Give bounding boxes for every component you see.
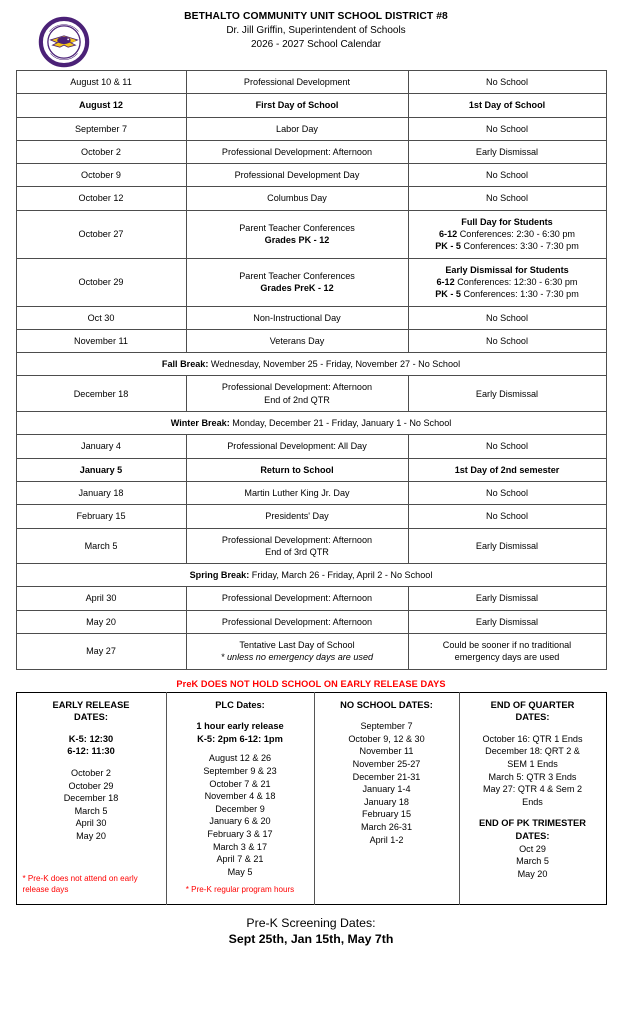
date-cell: December 18 (16, 376, 186, 412)
list-item: March 26-31 (360, 821, 413, 832)
date-cell: September 7 (16, 117, 186, 140)
early-release-head-1: EARLY RELEASE (52, 699, 130, 710)
date-cell: October 2 (16, 140, 186, 163)
note-cell: Early Dismissal for Students 6-12 Conferences: 12:30 - 6:30 pm PK - 5 Conferences: 1:30 - 7:30 pm (408, 258, 606, 306)
note-cell: No School (408, 505, 606, 528)
list-item: November 25-27 (352, 758, 421, 769)
list-item: October 9, 12 & 30 (348, 733, 425, 744)
end-of-quarter-list (464, 733, 602, 809)
table-row (16, 94, 606, 117)
description-cell: Presidents' Day (186, 505, 408, 528)
pk-trimester-list (464, 843, 602, 881)
list-item: May 5 (227, 866, 253, 877)
list-item: SEM 1 Ends (507, 758, 558, 769)
list-item: December 21-31 (352, 771, 421, 782)
note-cell: No School (408, 187, 606, 210)
list-item: April 7 & 21 (216, 854, 264, 865)
date-cell: October 9 (16, 164, 186, 187)
early-release-footnote: * Pre-K does not attend on early release days (22, 874, 138, 895)
note-cell: No School (408, 117, 606, 140)
list-item: May 20 (517, 868, 548, 879)
note-cell: Early Dismissal (408, 587, 606, 610)
list-item: October 29 (68, 780, 114, 791)
description-cell: Columbus Day (186, 187, 408, 210)
no-school-date-list (319, 720, 455, 846)
note-cell: No School (408, 164, 606, 187)
district-title: BETHALTO COMMUNITY UNIT SCHOOL DISTRICT #8 (184, 11, 448, 22)
description-cell: Professional Development: Afternoon End of 3rd QTR (186, 528, 408, 564)
note-cell: 1st Day of 2nd semester (408, 458, 606, 481)
early-release-time-612: 6-12: 11:30 (67, 746, 115, 757)
page-header (0, 0, 622, 62)
calendar-year: 2026 - 2027 School Calendar (250, 39, 382, 50)
description-cell: Parent Teacher Conferences Grades PreK - 12 (186, 258, 408, 306)
break-cell: Winter Break: Monday, December 21 - Friday, January 1 - No School (16, 412, 606, 435)
description-cell: First Day of School (186, 94, 408, 117)
list-item: January 6 & 20 (209, 816, 271, 827)
list-item: September 9 & 23 (203, 765, 277, 776)
note-cell: Full Day for Students 6-12 Conferences: 2:30 - 6:30 pm PK - 5 Conferences: 3:30 - 7:30 pm (408, 210, 606, 258)
date-cell: April 30 (16, 587, 186, 610)
district-logo (38, 16, 90, 68)
note-cell: No School (408, 481, 606, 504)
list-item: May 20 (76, 830, 106, 841)
early-release-head-2: DATES: (74, 712, 108, 723)
pk-trimester-head-2: DATES: (515, 830, 550, 841)
date-cell: Oct 30 (16, 306, 186, 329)
description-cell: Professional Development: Afternoon End of 2nd QTR (186, 376, 408, 412)
description-cell: Professional Development Day (186, 164, 408, 187)
list-item: April 30 (75, 818, 107, 829)
table-row (16, 610, 606, 633)
early-release-time-k5: K-5: 12:30 (68, 733, 114, 744)
plc-sub-2: K-5: 2pm 6-12: 1pm (197, 733, 283, 744)
prek-notice-banner: PreK DOES NOT HOLD SCHOOL ON EARLY RELEASE DAYS (176, 678, 446, 689)
eagle-seal-icon (38, 16, 90, 68)
list-item: October 7 & 21 (209, 778, 271, 789)
note-cell: No School (408, 329, 606, 352)
description-cell: Non-Instructional Day (186, 306, 408, 329)
early-release-date-list (21, 767, 162, 843)
summary-panel (16, 692, 607, 905)
end-of-quarter-head-1: END OF QUARTER (490, 699, 575, 710)
list-item: March 3 & 17 (212, 841, 268, 852)
description-cell: Professional Development: Afternoon (186, 610, 408, 633)
list-item: December 18: QRT 2 & (485, 746, 580, 757)
list-item: January 1-4 (362, 784, 411, 795)
list-item: January 18 (364, 796, 409, 807)
date-cell: February 15 (16, 505, 186, 528)
note-cell: Early Dismissal (408, 376, 606, 412)
date-cell: August 12 (16, 94, 186, 117)
plc-head: PLC Dates: (215, 699, 265, 710)
table-row (16, 164, 606, 187)
list-item: September 7 (360, 721, 413, 732)
table-row (16, 306, 606, 329)
table-row (16, 376, 606, 412)
date-cell: January 4 (16, 435, 186, 458)
date-cell: October 27 (16, 210, 186, 258)
list-item: August 12 & 26 (208, 753, 272, 764)
table-row (16, 117, 606, 140)
date-cell: May 27 (16, 634, 186, 670)
list-item: March 5: QTR 3 Ends (488, 771, 577, 782)
table-row (16, 187, 606, 210)
early-release-column (16, 692, 166, 904)
date-cell: January 18 (16, 481, 186, 504)
description-cell: Veterans Day (186, 329, 408, 352)
note-cell: Could be sooner if no traditional emergency days are used (408, 634, 606, 670)
plc-footnote: * Pre-K regular program hours (185, 885, 295, 895)
screening-dates: Sept 25th, Jan 15th, May 7th (228, 931, 394, 946)
table-row (16, 458, 606, 481)
description-cell: Return to School (186, 458, 408, 481)
list-item: March 5 (74, 805, 108, 816)
calendar-table-body (16, 71, 606, 670)
table-row (16, 587, 606, 610)
superintendent-name: Dr. Jill Griffin, Superintendent of Schools (226, 25, 406, 36)
note-cell: No School (408, 435, 606, 458)
note-cell: No School (408, 306, 606, 329)
description-cell: Tentative Last Day of School * unless no emergency days are used (186, 634, 408, 670)
table-row (16, 210, 606, 258)
plc-column (166, 692, 314, 904)
note-cell: No School (408, 71, 606, 94)
no-school-head: NO SCHOOL DATES: (340, 699, 433, 710)
description-cell: Professional Development: All Day (186, 435, 408, 458)
list-item: May 27: QTR 4 & Sem 2 (482, 784, 583, 795)
date-cell: March 5 (16, 528, 186, 564)
no-school-column (314, 692, 459, 904)
plc-sub-1: 1 hour early release (196, 721, 284, 732)
list-item: Oct 29 (519, 843, 546, 854)
screening-footer (16, 915, 606, 947)
list-item: February 3 & 17 (207, 828, 273, 839)
calendar-break-row (16, 564, 606, 587)
note-cell: Early Dismissal (408, 610, 606, 633)
table-row (16, 528, 606, 564)
pk-trimester-head-1: END OF PK TRIMESTER (479, 818, 586, 829)
note-cell: 1st Day of School (408, 94, 606, 117)
description-cell: Labor Day (186, 117, 408, 140)
description-cell: Professional Development: Afternoon (186, 140, 408, 163)
list-item: Ends (522, 796, 543, 807)
date-cell: October 29 (16, 258, 186, 306)
list-item: November 4 & 18 (204, 791, 276, 802)
table-row (16, 140, 606, 163)
calendar-table (16, 70, 607, 670)
description-cell: Professional Development (186, 71, 408, 94)
date-cell: May 20 (16, 610, 186, 633)
list-item: March 5 (516, 856, 549, 867)
calendar-break-row (16, 353, 606, 376)
list-item: December 18 (63, 793, 119, 804)
description-cell: Professional Development: Afternoon (186, 587, 408, 610)
table-row (16, 258, 606, 306)
table-row (16, 634, 606, 670)
calendar-break-row (16, 412, 606, 435)
date-cell: January 5 (16, 458, 186, 481)
note-cell: Early Dismissal (408, 140, 606, 163)
list-item: February 15 (361, 809, 412, 820)
end-of-quarter-column (459, 692, 606, 904)
table-row (16, 505, 606, 528)
note-cell: Early Dismissal (408, 528, 606, 564)
description-cell: Martin Luther King Jr. Day (186, 481, 408, 504)
break-cell: Spring Break: Friday, March 26 - Friday, April 2 - No School (16, 564, 606, 587)
table-row (16, 71, 606, 94)
list-item: October 16: QTR 1 Ends (482, 733, 583, 744)
table-row (16, 481, 606, 504)
list-item: October 2 (71, 767, 111, 778)
date-cell: August 10 & 11 (16, 71, 186, 94)
date-cell: October 12 (16, 187, 186, 210)
end-of-quarter-head-2: DATES: (515, 712, 550, 723)
description-cell: Parent Teacher Conferences Grades PK - 12 (186, 210, 408, 258)
date-cell: November 11 (16, 329, 186, 352)
screening-label: Pre-K Screening Dates: (246, 915, 376, 930)
list-item: December 9 (215, 803, 265, 814)
table-row (16, 329, 606, 352)
list-item: April 1-2 (369, 834, 404, 845)
table-row (16, 435, 606, 458)
list-item: November 11 (359, 746, 414, 757)
break-cell: Fall Break: Wednesday, November 25 - Friday, November 27 - No School (16, 353, 606, 376)
plc-date-list (171, 752, 310, 878)
